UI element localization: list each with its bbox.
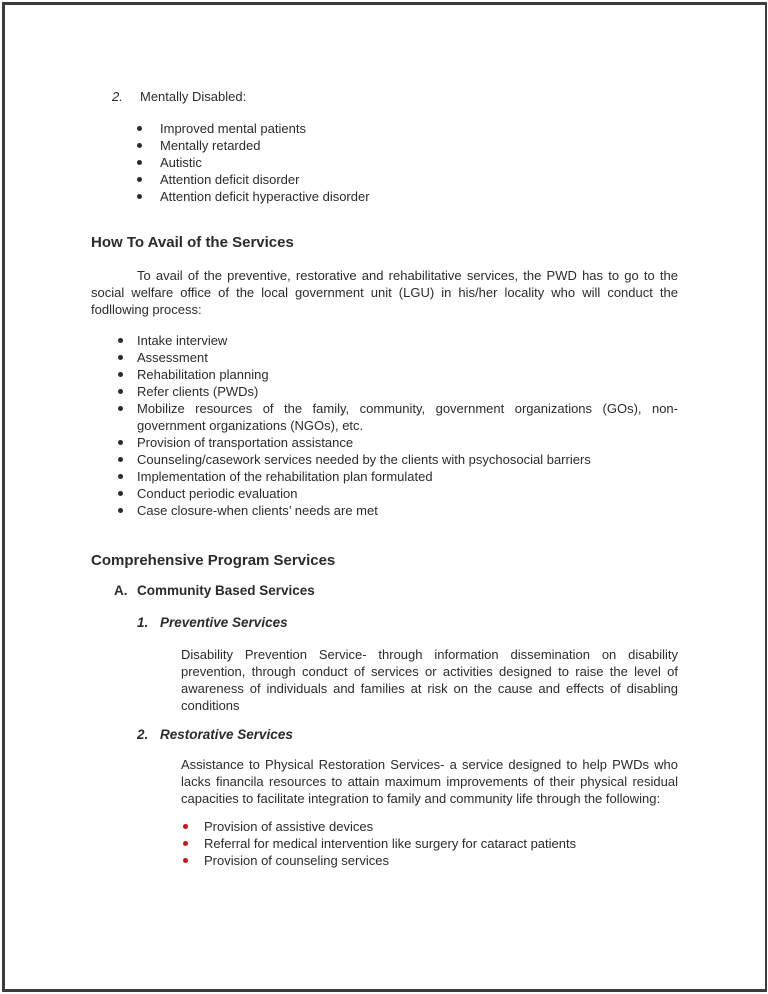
restorative-services-heading — [137, 726, 678, 743]
list-item-text: Refer clients (PWDs) — [137, 384, 259, 399]
list-item-text: Provision of counseling services — [204, 853, 389, 868]
list-item — [118, 434, 678, 451]
list-item — [118, 366, 678, 383]
list-item-text: Mentally retarded — [160, 138, 261, 153]
section-letter: A. — [114, 583, 128, 598]
mentally-disabled-list — [91, 120, 678, 205]
red-bullet-icon — [183, 858, 188, 863]
list-item-text: Implementation of the rehabilitation plan formulated — [137, 469, 433, 484]
list-item — [118, 468, 678, 485]
list-item-text: Mobilize resources of the family, community, government organizations (GOs), non-government organizations (NGOs), etc. — [137, 401, 678, 433]
list-item — [183, 818, 678, 835]
section-title: Mentally Disabled: — [140, 89, 247, 104]
document-content — [91, 88, 678, 869]
bullet-icon — [118, 389, 123, 394]
preventive-services-heading — [137, 614, 678, 631]
list-item-text: Referral for medical intervention like surgery for cataract patients — [204, 836, 577, 851]
bullet-icon — [137, 126, 142, 131]
restorative-services-list — [91, 818, 678, 869]
list-item-text: Intake interview — [137, 333, 228, 348]
red-bullet-icon — [183, 841, 188, 846]
bullet-icon — [118, 372, 123, 377]
list-item-text: Case closure-when clients’ needs are met — [137, 503, 378, 518]
how-to-avail-heading: How To Avail of the Services — [91, 234, 294, 251]
bullet-icon — [137, 160, 142, 165]
restorative-services-paragraph: Assistance to Physical Restoration Services- a service designed to help PWDs who lacks financila resources to attain maximum improvements of their physical residual capacities to facilitate integration to family and community life through the following: — [181, 757, 678, 806]
red-bullet-icon — [183, 824, 188, 829]
bullet-icon — [137, 177, 142, 182]
list-item — [118, 400, 678, 434]
list-item — [118, 485, 678, 502]
preventive-services-paragraph: Disability Prevention Service- through information dissemination on disability prevention, through conduct of services or activities designed to raise the level of awareness of individuals and families at risk on the cause and effects of disabling conditions — [181, 647, 678, 713]
list-item — [118, 349, 678, 366]
list-item-text: Conduct periodic evaluation — [137, 486, 298, 501]
bullet-icon — [118, 338, 123, 343]
comprehensive-program-heading: Comprehensive Program Services — [91, 552, 336, 569]
list-item-text: Provision of assistive devices — [204, 819, 374, 834]
list-item — [137, 171, 678, 188]
list-item-text: Autistic — [160, 155, 202, 170]
community-based-heading — [114, 582, 678, 599]
list-item — [118, 451, 678, 468]
bullet-icon — [118, 440, 123, 445]
section-title: Community Based Services — [137, 583, 315, 598]
section-mentally-disabled-heading — [112, 88, 678, 105]
bullet-icon — [137, 194, 142, 199]
bullet-icon — [118, 406, 123, 411]
section-number: 2. — [137, 727, 149, 742]
list-item-text: Improved mental patients — [160, 121, 306, 136]
bullet-icon — [118, 474, 123, 479]
bullet-icon — [118, 508, 123, 513]
section-title: Preventive Services — [160, 615, 288, 630]
list-item-text: Provision of transportation assistance — [137, 435, 354, 450]
list-item — [137, 137, 678, 154]
list-item — [118, 383, 678, 400]
section-number: 1. — [137, 615, 149, 630]
list-item-text: Assessment — [137, 350, 208, 365]
bullet-icon — [118, 457, 123, 462]
list-item — [137, 188, 678, 205]
list-item — [118, 502, 678, 519]
list-item — [118, 332, 678, 349]
list-item-text: Attention deficit hyperactive disorder — [160, 189, 370, 204]
list-item — [183, 835, 678, 852]
list-item — [137, 120, 678, 137]
list-item — [183, 852, 678, 869]
how-to-avail-paragraph: To avail of the preventive, restorative and rehabilitative services, the PWD has to go to the social welfare office of the local government unit (LGU) in his/her locality who will conduct the fodllowing process: — [91, 268, 678, 317]
bullet-icon — [118, 355, 123, 360]
list-item-text: Counseling/casework services needed by the clients with psychosocial barriers — [137, 452, 591, 467]
list-item-text: Rehabilitation planning — [137, 367, 269, 382]
list-item — [137, 154, 678, 171]
list-item-text: Attention deficit disorder — [160, 172, 300, 187]
section-number: 2. — [112, 89, 123, 104]
bullet-icon — [137, 143, 142, 148]
bullet-icon — [118, 491, 123, 496]
process-list — [91, 332, 678, 519]
section-title: Restorative Services — [160, 727, 293, 742]
